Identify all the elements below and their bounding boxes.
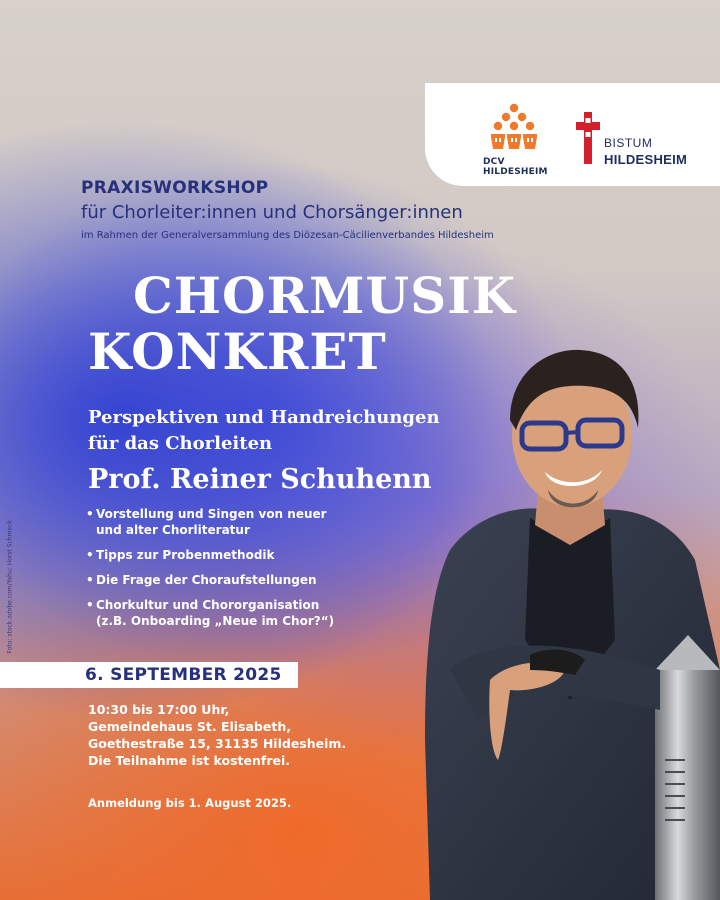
target-audience: für Chorleiter:innen und Chorsänger:innen <box>81 202 463 223</box>
logo-panel <box>425 83 720 186</box>
subtitle-line-1: Perspektiven und Handreichungen <box>88 407 440 428</box>
dcv-logo-text: DCV HILDESHEIM <box>483 157 548 177</box>
bistum-logo-line2: HILDESHEIM <box>604 152 688 167</box>
list-item <box>86 506 386 538</box>
topics-list <box>86 506 386 638</box>
speaker-name: Prof. Reiner Schuhenn <box>88 464 432 495</box>
event-fee: Die Teilnahme ist kostenfrei. <box>88 753 291 768</box>
bistum-logo-line1: BISTUM <box>604 136 653 150</box>
list-item-line: (z.B. Onboarding „Neue im Chor?“) <box>96 614 335 628</box>
title-line-1: CHORMUSIK <box>133 266 517 325</box>
registration-deadline: Anmeldung bis 1. August 2025. <box>88 796 292 810</box>
event-address: Goethestraße 15, 31135 Hildesheim. <box>88 736 347 751</box>
event-date: 6. SEPTEMBER 2025 <box>85 665 282 685</box>
title-line-2: KONKRET <box>88 322 387 381</box>
event-context: im Rahmen der Generalversammlung des Diözesan-Cäcilienverbandes Hildesheim <box>81 230 494 241</box>
kicker: PRAXISWORKSHOP <box>81 178 269 198</box>
list-item-line: • Vorstellung und Singen von neuer <box>96 507 327 521</box>
list-item-line: • Chorkultur und Chororganisation <box>96 598 320 612</box>
event-venue: Gemeindehaus St. Elisabeth, <box>88 719 291 734</box>
event-time: 10:30 bis 17:00 Uhr, <box>88 702 230 717</box>
bistum-cross-icon <box>576 112 600 164</box>
list-item <box>86 597 386 629</box>
dcv-logo-icon <box>488 103 540 153</box>
list-item-line: • Tipps zur Probenmethodik <box>96 548 275 562</box>
event-details <box>88 701 388 769</box>
list-item <box>86 572 386 588</box>
speaker-photo <box>410 340 720 900</box>
list-item <box>86 547 386 563</box>
photo-credit: Foto: stock.adobe.com/Yahu; Horst Schmeck <box>6 520 14 654</box>
list-item-line: und alter Chorliteratur <box>96 523 250 537</box>
subtitle-line-2: für das Chorleiten <box>88 433 273 454</box>
list-item-line: • Die Frage der Choraufstellungen <box>96 573 317 587</box>
